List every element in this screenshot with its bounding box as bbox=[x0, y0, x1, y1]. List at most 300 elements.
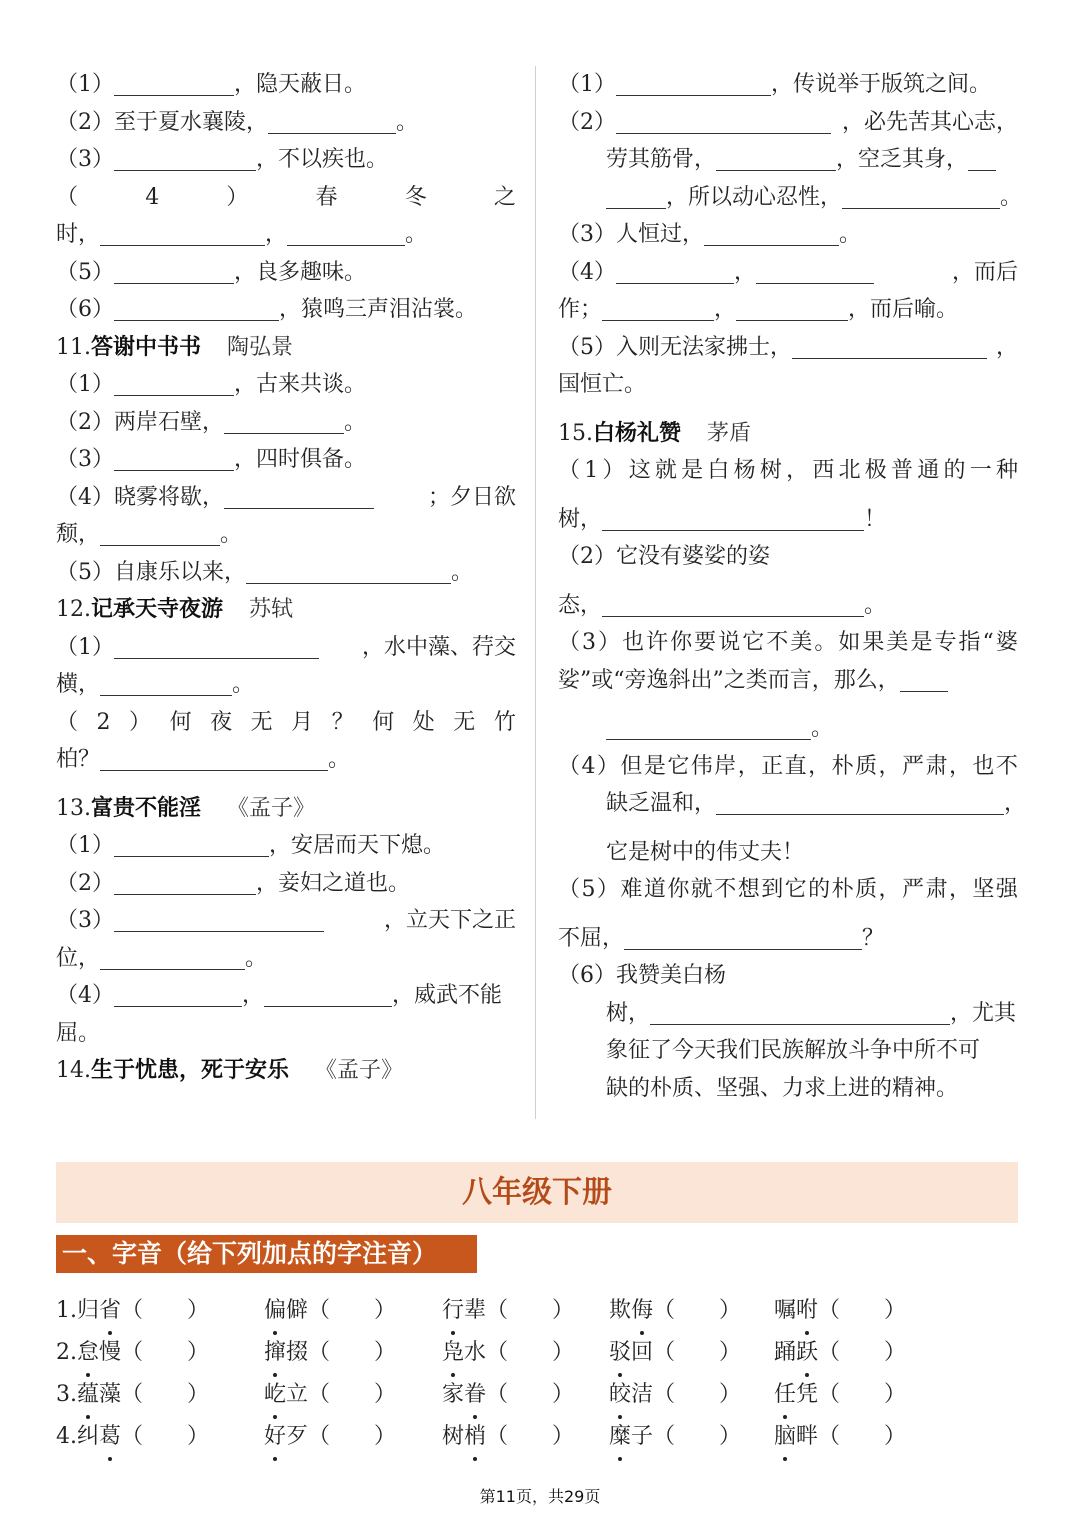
answer-blank[interactable] bbox=[100, 219, 265, 246]
fill-in-line bbox=[56, 977, 516, 1015]
char: 欺 bbox=[609, 1298, 632, 1323]
text: ，而后 bbox=[951, 259, 1018, 285]
answer-blank[interactable] bbox=[114, 294, 279, 321]
subsection-title: 一、字音（给下列加点的字注音） bbox=[56, 1235, 477, 1273]
text: 劳其筋骨， bbox=[606, 147, 717, 172]
text: ， bbox=[1004, 791, 1027, 816]
spacer bbox=[56, 779, 516, 790]
pinyin-item bbox=[774, 1374, 906, 1416]
char: ） bbox=[602, 458, 625, 483]
answer-blank[interactable] bbox=[114, 144, 256, 171]
answer-blank[interactable] bbox=[268, 107, 396, 134]
text: ） bbox=[226, 184, 249, 210]
text: 娑”或“旁逸斜出”之类而言，那么， bbox=[558, 667, 900, 693]
poem-author: 茅盾 bbox=[707, 420, 752, 446]
char: 质 bbox=[855, 753, 878, 779]
fill-in-line bbox=[56, 141, 516, 179]
char: 但 bbox=[620, 753, 643, 779]
answer-blank[interactable] bbox=[114, 69, 234, 96]
item-number: 1. bbox=[56, 1298, 77, 1323]
char: 美 bbox=[886, 630, 909, 655]
fill-in-line bbox=[56, 902, 516, 940]
char: 肃 bbox=[925, 753, 948, 779]
text: 颓， bbox=[56, 522, 101, 547]
char: ） bbox=[596, 877, 619, 902]
answer-parentheses[interactable]: （ ） bbox=[308, 1340, 397, 1365]
answer-blank[interactable] bbox=[224, 482, 374, 509]
text: ，妾妇之道也。 bbox=[256, 870, 411, 896]
answer-blank[interactable] bbox=[100, 943, 245, 970]
answer-blank[interactable] bbox=[606, 713, 811, 740]
text: 象征了今天我们民族解放斗争中所不可 bbox=[606, 1038, 981, 1063]
answer-blank[interactable] bbox=[287, 219, 405, 246]
pinyin-item bbox=[264, 1416, 396, 1458]
text: 横， bbox=[56, 672, 101, 697]
pinyin-item bbox=[609, 1374, 741, 1416]
dotted-char: 撺 bbox=[264, 1332, 286, 1374]
text: 态， bbox=[558, 592, 603, 618]
line-left bbox=[558, 329, 987, 367]
char: 你 bbox=[667, 877, 690, 902]
answer-parentheses[interactable]: （ ） bbox=[121, 1340, 210, 1365]
pinyin-item bbox=[264, 1332, 396, 1374]
dotted-char: 葛 bbox=[99, 1416, 121, 1458]
pinyin-row bbox=[56, 1416, 1036, 1458]
answer-blank[interactable] bbox=[624, 923, 862, 950]
char: 畔 bbox=[796, 1424, 819, 1449]
poem-heading bbox=[56, 591, 516, 629]
answer-blank[interactable] bbox=[756, 257, 874, 284]
fill-in-line bbox=[56, 827, 516, 865]
pinyin-item bbox=[56, 1416, 209, 1458]
fill-in-line bbox=[56, 666, 516, 704]
text: ，立天下之正 bbox=[383, 908, 516, 933]
text: 。 bbox=[220, 522, 243, 547]
char: 它 bbox=[784, 877, 807, 902]
answer-blank[interactable] bbox=[704, 219, 839, 246]
answer-parentheses[interactable]: （ ） bbox=[818, 1382, 907, 1407]
char: 家 bbox=[442, 1382, 465, 1407]
text: （2）两岸石壁， bbox=[56, 409, 224, 435]
char: ， bbox=[948, 753, 971, 779]
char: 回 bbox=[631, 1340, 654, 1365]
text: ！ bbox=[864, 506, 887, 532]
char: 是 bbox=[910, 630, 933, 655]
item-number: 15. bbox=[558, 420, 593, 446]
answer-blank[interactable] bbox=[100, 519, 220, 546]
char: 专 bbox=[934, 630, 957, 655]
text: （1） bbox=[56, 72, 114, 97]
dotted-char: 驳 bbox=[609, 1332, 631, 1374]
char: （ bbox=[558, 630, 581, 655]
answer-blank[interactable] bbox=[114, 632, 319, 659]
char: 直 bbox=[784, 753, 807, 779]
answer-blank[interactable] bbox=[650, 998, 950, 1025]
text: （ bbox=[56, 709, 79, 735]
answer-blank[interactable] bbox=[616, 257, 734, 284]
answer-blank[interactable] bbox=[716, 144, 836, 171]
text: ，良多趣味。 bbox=[234, 259, 367, 285]
answer-blank[interactable] bbox=[616, 107, 831, 134]
text: （5）自康乐以来， bbox=[56, 559, 246, 585]
pinyin-row bbox=[56, 1374, 1036, 1416]
fill-in-line bbox=[56, 66, 516, 104]
fill-in-line bbox=[56, 104, 516, 142]
char: 强 bbox=[995, 877, 1018, 902]
pinyin-item bbox=[774, 1290, 906, 1332]
dotted-char: 侮 bbox=[631, 1290, 653, 1332]
text: （3） bbox=[56, 447, 114, 472]
text: ，猿鸣三声泪沾裳。 bbox=[279, 297, 478, 322]
text: ， bbox=[242, 983, 265, 1008]
left-column bbox=[56, 66, 516, 1090]
char: 掇 bbox=[286, 1340, 309, 1365]
spacer bbox=[558, 699, 1018, 710]
poem-title: 白杨礼赞 bbox=[593, 420, 682, 446]
char: ， bbox=[878, 753, 901, 779]
text: 无 bbox=[250, 709, 273, 735]
char: 白 bbox=[707, 458, 730, 483]
pinyin-item bbox=[774, 1332, 906, 1374]
text: （2）它没有婆娑的姿 bbox=[558, 544, 770, 569]
answer-blank[interactable] bbox=[114, 905, 324, 932]
char: 如 bbox=[838, 630, 861, 655]
text: （1） bbox=[56, 833, 114, 858]
text: 。 bbox=[1000, 184, 1023, 210]
poem-author: 《孟子》 bbox=[315, 1058, 404, 1083]
text: ，隐天蔽日。 bbox=[234, 72, 367, 97]
char: 的 bbox=[808, 877, 831, 902]
text: ，古来共谈。 bbox=[234, 372, 367, 397]
fill-in-line bbox=[558, 785, 1027, 823]
text: 。 bbox=[396, 109, 419, 135]
item-number: 13. bbox=[56, 795, 91, 821]
text-line bbox=[558, 957, 1018, 995]
pinyin-item bbox=[609, 1416, 741, 1458]
pinyin-item bbox=[609, 1332, 741, 1374]
dotted-char: 脑 bbox=[774, 1416, 796, 1458]
char: “ bbox=[982, 630, 994, 655]
text: 2 bbox=[96, 709, 111, 735]
dotted-char: 糜 bbox=[609, 1416, 631, 1458]
answer-parentheses[interactable]: （ ） bbox=[121, 1382, 210, 1407]
text: 春 bbox=[315, 184, 338, 210]
poem-heading bbox=[56, 329, 516, 367]
dotted-char: 省 bbox=[99, 1290, 121, 1332]
answer-blank[interactable] bbox=[900, 665, 948, 692]
char: 凭 bbox=[796, 1382, 819, 1407]
char: 僻 bbox=[286, 1298, 309, 1323]
answer-parentheses[interactable]: （ ） bbox=[308, 1424, 397, 1449]
char: 归 bbox=[77, 1298, 100, 1323]
item-number: 3. bbox=[56, 1382, 77, 1407]
char: 歹 bbox=[286, 1424, 309, 1449]
item-number: 2. bbox=[56, 1340, 77, 1365]
answer-blank[interactable] bbox=[842, 182, 1000, 209]
text: ， bbox=[995, 334, 1018, 360]
char: 洁 bbox=[631, 1382, 654, 1407]
answer-blank[interactable] bbox=[114, 980, 242, 1007]
answer-blank[interactable] bbox=[100, 669, 232, 696]
char: 藻 bbox=[99, 1382, 122, 1407]
char: 朴 bbox=[831, 753, 854, 779]
answer-blank[interactable] bbox=[602, 504, 864, 531]
fill-in-line bbox=[56, 291, 516, 329]
answer-parentheses[interactable]: （ ） bbox=[486, 1382, 575, 1407]
char: 普 bbox=[891, 458, 914, 483]
answer-parentheses[interactable]: （ ） bbox=[486, 1298, 575, 1323]
text: 。 bbox=[232, 672, 255, 697]
poem-title: 富贵不能淫 bbox=[91, 795, 202, 821]
dotted-char: 屹 bbox=[264, 1374, 286, 1416]
char: 美 bbox=[790, 630, 813, 655]
char: 子 bbox=[631, 1424, 654, 1449]
fill-in-line bbox=[558, 179, 1023, 217]
line-left bbox=[56, 479, 374, 517]
char: 杨 bbox=[733, 458, 756, 483]
text: （ bbox=[56, 184, 79, 210]
char: 果 bbox=[862, 630, 885, 655]
char: 严 bbox=[902, 753, 925, 779]
answer-parentheses[interactable]: （ ） bbox=[653, 1298, 742, 1323]
pinyin-row bbox=[56, 1332, 1036, 1374]
answer-blank[interactable] bbox=[114, 257, 234, 284]
char: 严 bbox=[902, 877, 925, 902]
text: （4） bbox=[558, 259, 616, 285]
answer-parentheses[interactable]: （ ） bbox=[308, 1298, 397, 1323]
poem-author: 苏轼 bbox=[249, 597, 294, 622]
text: 夜 bbox=[210, 709, 233, 735]
char: 是 bbox=[681, 458, 704, 483]
dotted-char: 凫 bbox=[442, 1332, 464, 1374]
char: 1 bbox=[584, 458, 599, 483]
char: 婆 bbox=[995, 630, 1018, 655]
char: ） bbox=[598, 630, 621, 655]
pinyin-exercise bbox=[56, 1290, 1036, 1458]
text: （5）入则无法家拂士， bbox=[558, 334, 792, 360]
text: 之 bbox=[493, 184, 516, 210]
line-left bbox=[56, 902, 324, 940]
text: （6）我赞美白杨 bbox=[558, 963, 726, 988]
answer-blank[interactable] bbox=[264, 980, 392, 1007]
page-footer: 第11页，共29页 bbox=[479, 1487, 601, 1506]
text: （1） bbox=[56, 634, 114, 660]
text: ，而后喻。 bbox=[848, 297, 959, 322]
text: （4） bbox=[56, 983, 114, 1008]
answer-parentheses[interactable]: （ ） bbox=[486, 1340, 575, 1365]
answer-blank[interactable] bbox=[602, 590, 864, 617]
fill-in-line bbox=[558, 254, 1018, 292]
text: ，安居而天下熄。 bbox=[269, 833, 446, 858]
char: 坚 bbox=[972, 877, 995, 902]
text: （3）人恒过， bbox=[558, 222, 704, 247]
char: 许 bbox=[646, 630, 669, 655]
text: ，必先苦其心志， bbox=[841, 109, 1018, 135]
char: 的 bbox=[943, 458, 966, 483]
char: 纠 bbox=[77, 1424, 100, 1449]
spacer bbox=[558, 490, 1018, 501]
char: （ bbox=[558, 753, 581, 779]
answer-blank[interactable] bbox=[606, 182, 666, 209]
fill-in-line bbox=[558, 141, 1018, 179]
char: 西 bbox=[812, 458, 835, 483]
char: 就 bbox=[690, 877, 713, 902]
poem-author: 《孟子》 bbox=[227, 795, 316, 821]
char: ， bbox=[948, 877, 971, 902]
text-line bbox=[558, 452, 1018, 490]
answer-parentheses[interactable]: （ ） bbox=[818, 1340, 907, 1365]
column-divider bbox=[535, 66, 536, 1119]
text: ？ bbox=[862, 925, 885, 951]
dotted-char: 偏 bbox=[264, 1290, 286, 1332]
text: ， bbox=[714, 297, 737, 322]
text: 屈。 bbox=[56, 1020, 101, 1046]
char: ） bbox=[596, 753, 619, 779]
fill-in-line bbox=[56, 254, 516, 292]
char: 水 bbox=[464, 1340, 487, 1365]
text: 。 bbox=[811, 716, 834, 741]
char: 质 bbox=[855, 877, 878, 902]
dotted-char: 梢 bbox=[464, 1416, 486, 1458]
fill-in-line bbox=[56, 741, 516, 779]
text-line bbox=[558, 624, 1018, 662]
pinyin-item bbox=[442, 1290, 574, 1332]
char: ， bbox=[786, 458, 809, 483]
answer-parentheses[interactable]: （ ） bbox=[653, 1340, 742, 1365]
answer-parentheses[interactable]: （ ） bbox=[653, 1424, 742, 1449]
answer-blank[interactable] bbox=[792, 332, 987, 359]
fill-in-line bbox=[558, 662, 1018, 700]
char: 伟 bbox=[690, 753, 713, 779]
answer-blank[interactable] bbox=[114, 830, 269, 857]
item-number: 11. bbox=[56, 334, 91, 360]
answer-blank[interactable] bbox=[114, 868, 256, 895]
line-left bbox=[558, 254, 874, 292]
char: 一 bbox=[969, 458, 992, 483]
char: 它 bbox=[742, 630, 765, 655]
char: 正 bbox=[761, 753, 784, 779]
text: 柏？ bbox=[56, 747, 101, 772]
text-line bbox=[558, 834, 1018, 872]
spacer bbox=[558, 576, 1018, 587]
text: 竹 bbox=[493, 709, 516, 735]
answer-parentheses[interactable]: （ ） bbox=[121, 1424, 210, 1449]
dotted-char: 任 bbox=[774, 1374, 796, 1416]
answer-blank[interactable] bbox=[224, 407, 344, 434]
answer-parentheses[interactable]: （ ） bbox=[818, 1424, 907, 1449]
poem-heading bbox=[56, 790, 516, 828]
char: 不 bbox=[714, 877, 737, 902]
text: ，不以疾也。 bbox=[256, 147, 389, 172]
char: （ bbox=[558, 458, 581, 483]
text: ，空乏其身， bbox=[836, 147, 969, 172]
fill-in-line bbox=[558, 216, 1018, 254]
section-header: 八年级下册 bbox=[56, 1162, 1018, 1223]
char: 它 bbox=[667, 753, 690, 779]
text: 不屈， bbox=[558, 925, 625, 951]
text-line bbox=[558, 871, 1018, 909]
fill-in-line bbox=[558, 329, 1018, 367]
item-number: 4. bbox=[56, 1424, 77, 1449]
fill-in-line bbox=[56, 516, 516, 554]
fill-in-line bbox=[558, 104, 1018, 142]
text: 。 bbox=[451, 559, 474, 585]
answer-blank[interactable] bbox=[968, 144, 996, 171]
fill-in-line bbox=[56, 366, 516, 404]
answer-blank[interactable] bbox=[100, 744, 328, 771]
pinyin-item bbox=[56, 1374, 209, 1416]
text: 。 bbox=[344, 409, 367, 435]
char: 难 bbox=[620, 877, 643, 902]
char: 要 bbox=[694, 630, 717, 655]
dotted-char: 皎 bbox=[609, 1374, 631, 1416]
answer-blank[interactable] bbox=[616, 69, 771, 96]
fill-in-line bbox=[56, 441, 516, 479]
char: 北 bbox=[838, 458, 861, 483]
pinyin-item bbox=[442, 1332, 574, 1374]
answer-parentheses[interactable]: （ ） bbox=[486, 1424, 575, 1449]
dotted-char: 好 bbox=[264, 1416, 286, 1458]
right-column bbox=[558, 66, 1027, 1107]
text: （2）至于夏水襄陵， bbox=[56, 109, 268, 135]
poem-title: 记承天寺夜游 bbox=[91, 597, 224, 622]
text: （2） bbox=[558, 109, 616, 135]
char: 3 bbox=[582, 630, 597, 655]
item-number: 14. bbox=[56, 1058, 91, 1083]
char: 岸 bbox=[714, 753, 737, 779]
item-number: 12. bbox=[56, 597, 91, 622]
text: ？ bbox=[331, 709, 354, 735]
answer-parentheses[interactable]: （ ） bbox=[818, 1298, 907, 1323]
answer-blank[interactable] bbox=[716, 788, 1004, 815]
fill-in-line bbox=[56, 865, 516, 903]
text: 缺乏温和， bbox=[606, 791, 717, 816]
text: 何 bbox=[372, 709, 395, 735]
char: （ bbox=[558, 877, 581, 902]
text: 无 bbox=[453, 709, 476, 735]
answer-blank[interactable] bbox=[246, 557, 451, 584]
fill-in-line bbox=[56, 554, 516, 592]
text: 国恒亡。 bbox=[558, 372, 647, 397]
answer-parentheses[interactable]: （ ） bbox=[121, 1298, 210, 1323]
text: 。 bbox=[245, 945, 268, 971]
answer-blank[interactable] bbox=[602, 294, 714, 321]
text-line bbox=[558, 538, 1018, 576]
char: 是 bbox=[643, 753, 666, 779]
answer-blank[interactable] bbox=[114, 444, 234, 471]
text: ，四时俱备。 bbox=[234, 447, 367, 472]
answer-parentheses[interactable]: （ ） bbox=[308, 1382, 397, 1407]
text: ，尤其 bbox=[950, 1000, 1017, 1026]
pinyin-item bbox=[774, 1416, 906, 1458]
text: （6） bbox=[56, 297, 114, 322]
char: 肃 bbox=[925, 877, 948, 902]
pinyin-row bbox=[56, 1290, 1036, 1332]
fill-in-line bbox=[558, 587, 1018, 625]
text: 。 bbox=[405, 222, 428, 247]
answer-blank[interactable] bbox=[736, 294, 848, 321]
spacer bbox=[558, 404, 1018, 415]
answer-parentheses[interactable]: （ ） bbox=[653, 1382, 742, 1407]
text: ；夕日欲 bbox=[427, 484, 516, 510]
fill-in-line bbox=[558, 66, 1018, 104]
text: 月 bbox=[291, 709, 314, 735]
char: 通 bbox=[917, 458, 940, 483]
fill-in-line bbox=[558, 995, 1018, 1033]
poem-heading bbox=[56, 1052, 516, 1090]
answer-blank[interactable] bbox=[114, 369, 234, 396]
char: 立 bbox=[286, 1382, 309, 1407]
